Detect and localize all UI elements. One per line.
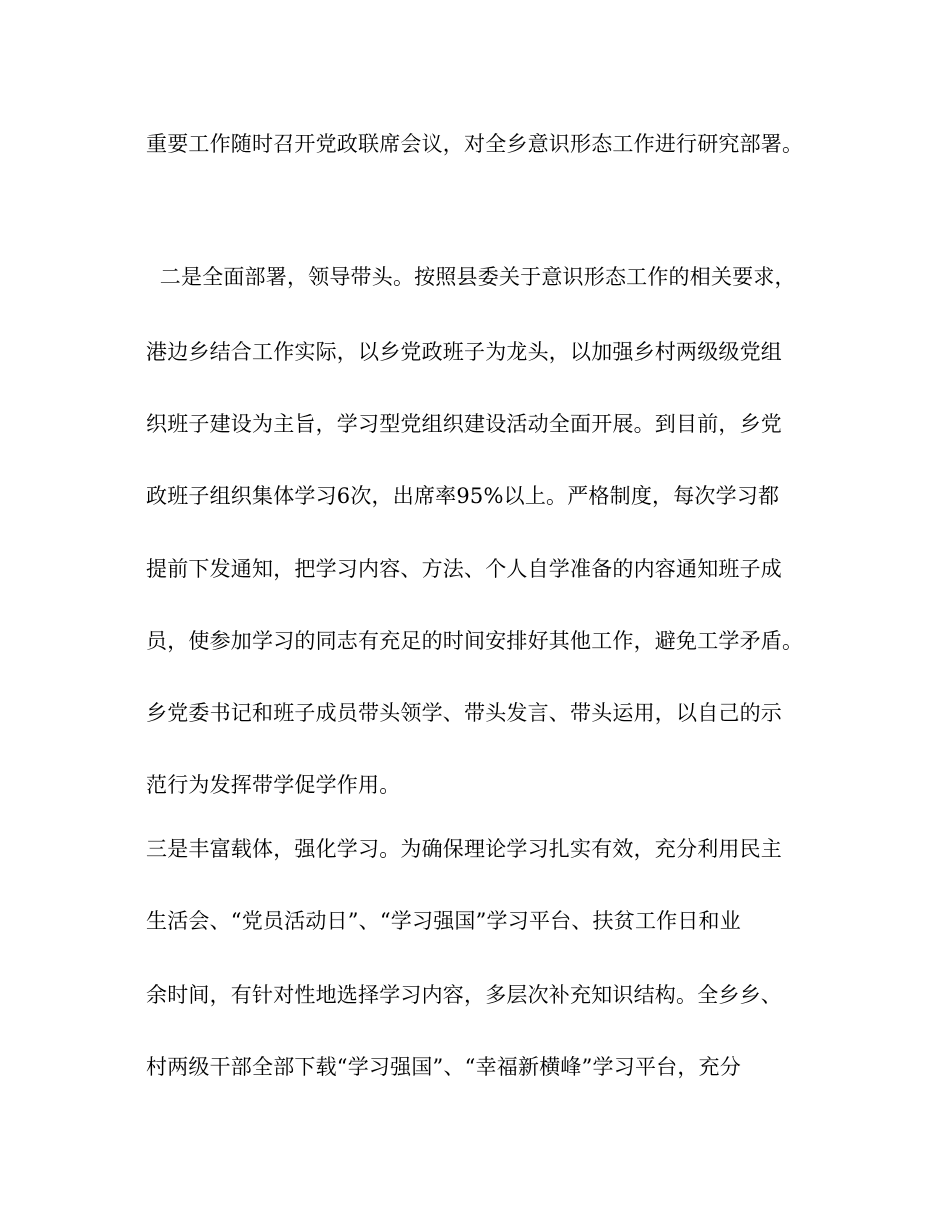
text-line-11: 生活会、“党员活动日”、“学习强国”学习平台、扶贫工作日和业 — [146, 909, 741, 933]
text-line-9: 范行为发挥带学促学作用。 — [146, 773, 401, 797]
text-line-7: 员，使参加学习的同志有充足的时间安排好其他工作，避免工学矛盾。 — [146, 629, 804, 653]
text-line-3: 港边乡结合工作实际，以乡党政班子为龙头，以加强乡村两级级党组 — [146, 340, 782, 364]
text-line-6: 提前下发通知，把学习内容、方法、个人自学准备的内容通知班子成 — [146, 557, 782, 581]
text-line-1: 重要工作随时召开党政联席会议，对全乡意识形态工作进行研究部署。 — [146, 132, 804, 156]
text-line-4: 织班子建设为主旨，学习型党组织建设活动全面开展。到目前，乡党 — [146, 412, 782, 436]
text-line-8: 乡党委书记和班子成员带头领学、带头发言、带头运用，以自己的示 — [146, 701, 782, 725]
text-line-10: 三是丰富载体，强化学习。为确保理论学习扎实有效，充分利用民主 — [146, 837, 782, 861]
text-line-13: 村两级干部全部下载“学习强国”、“幸福新横峰”学习平台，充分 — [146, 1055, 741, 1079]
text-line-2: 二是全面部署，领导带头。按照县委关于意识形态工作的相关要求， — [146, 265, 796, 289]
text-line-5: 政班子组织集体学习6次，出席率95%以上。严格制度，每次学习都 — [146, 484, 780, 508]
text-line-12: 余时间，有针对性地选择学习内容，多层次补充知识结构。全乡乡、 — [146, 983, 782, 1007]
